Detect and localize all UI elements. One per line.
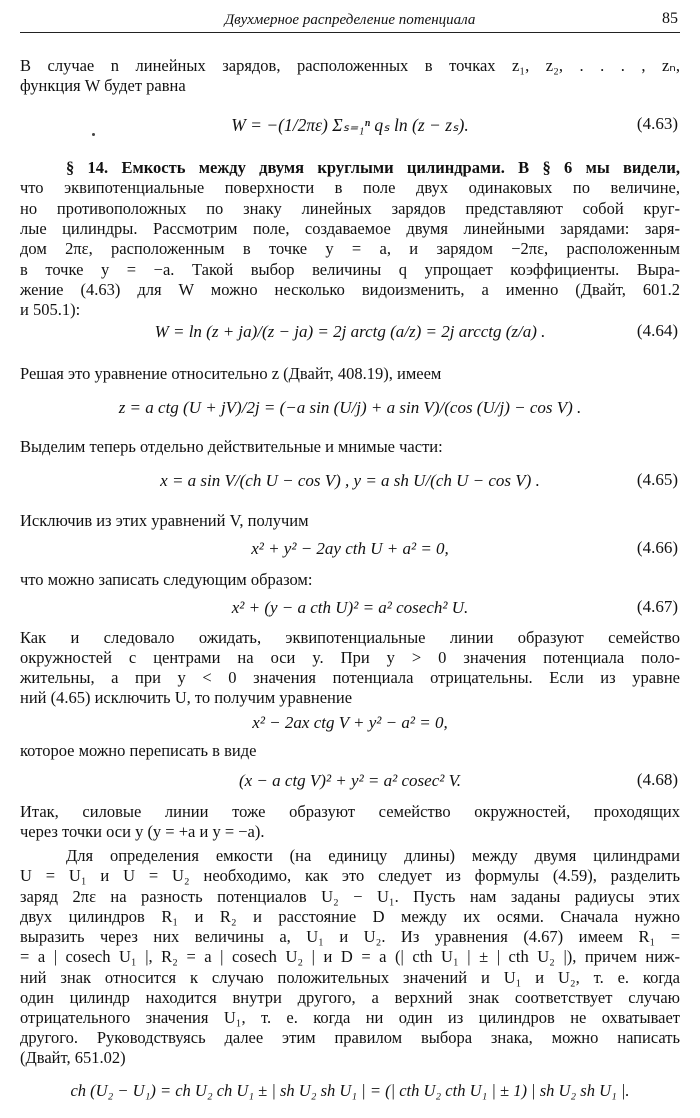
running-title: Двухмерное распределение потенциала: [224, 12, 476, 28]
text-line: жительны, а при y < 0 значения потенциала отрицательны. Если из уравне: [20, 668, 680, 687]
section-heading: § 14. Емкость между двумя круглыми цилиндрами. В § 6 мы видели,: [66, 158, 680, 177]
text-line: (Двайт, 651.02): [20, 1048, 126, 1067]
equation-4-67: x² + (y − a cth U)² = a² cosech² U.: [231, 598, 469, 617]
equation-z: z = a ctg (U + jV)/2j = (−a sin (U/j) + a sin V)/(cos (U/j) − cos V) .: [118, 398, 582, 417]
text-line: но противоположных по знаку линейных зарядов представляют собой круг-: [20, 199, 680, 218]
text-line: Для определения емкости (на единицу длины) между двумя цилиндрами: [66, 846, 680, 865]
equation-number: (4.67): [636, 597, 678, 616]
text-line: дом 2πε, расположенным в точке y = a, и зарядом −2πε, расположенным: [20, 239, 680, 258]
text-line: выразить через них величины a, U₁ и U₂. Из уравнения (4.67) имеем R₁ =: [20, 927, 680, 946]
equation-4-64: W = ln (z + ja)/(z − ja) = 2j arctg (a/z) = 2j arcctg (z/a) .: [154, 322, 546, 341]
equation-4-63: W = −(1/2πε) Σₛ₌₁ⁿ qₛ ln (z − zₛ).: [231, 115, 469, 135]
equation-number: (4.68): [636, 770, 678, 789]
text-line: что эквипотенциальные поверхности в поле двух одинаковых по величине,: [20, 178, 680, 197]
text-line: один цилиндр находится внутри другого, а верхний знак соответствует случаю: [20, 988, 680, 1007]
text-line: другого. Руководствуясь далее этим правилом выбора знака, можно написать: [20, 1028, 680, 1047]
text-line: В случае n линейных зарядов, расположенных в точках z₁, z₂, . . . , zₙ,: [20, 56, 680, 75]
text-line: которое можно переписать в виде: [20, 741, 257, 760]
text-line: функция W будет равна: [20, 76, 186, 95]
text-line: и 505.1):: [20, 300, 81, 319]
text-line: окружностей с центрами на оси y. При y > 0 значения потенциала поло-: [20, 648, 680, 667]
text-line: Решая это уравнение относительно z (Двайт, 408.19), имеем: [20, 364, 442, 383]
text-line: ний знак относится к случаю положительных значений и U₁ и U₂, т. е. когда: [20, 968, 680, 987]
text-line: ний (4.65) исключить U, то получим уравнение: [20, 688, 353, 707]
equation-4-66: x² + y² − 2ay cth U + a² = 0,: [251, 539, 449, 558]
text-line: Как и следовало ожидать, эквипотенциальные линии образуют семейство: [20, 628, 680, 647]
equation-number: (4.63): [636, 114, 678, 133]
text-line: Выделим теперь отдельно действительные и мнимые части:: [20, 437, 443, 456]
equation-unnumbered: x² − 2ax ctg V + y² − a² = 0,: [252, 713, 448, 732]
text-line: жение (4.63) для W можно несколько видоизменить, а именно (Двайт, 601.2: [20, 280, 680, 299]
text-line: = a | cosech U₁ |, R₂ = a | cosech U₂ | и D = a (| cth U₁ | ± | cth U₂ |), причем ниж-: [20, 947, 680, 966]
text-line: заряд 2πε на разность потенциалов U₂ − U₁. Пусть нам заданы радиусы этих: [20, 887, 680, 906]
text-line: что можно записать следующим образом:: [20, 570, 313, 589]
text-line: через точки оси y (y = +a и y = −a).: [20, 822, 265, 841]
equation-number: (4.65): [636, 470, 678, 489]
text-line: лые цилиндры. Рассмотрим поле, создаваемое двумя линейными зарядами: заря-: [20, 219, 680, 238]
running-header: [20, 6, 680, 33]
section-heading-line: [66, 158, 680, 178]
text-line: Итак, силовые линии тоже образуют семейство окружностей, проходящих: [20, 802, 680, 821]
text-line: двух цилиндров R₁ и R₂ и расстояние D между их осями. Сначала нужно: [20, 907, 680, 926]
equation-number: (4.66): [636, 538, 678, 557]
text-line: U = U₁ и U = U₂ необходимо, как это следует из формулы (4.59), разделить: [20, 866, 680, 885]
page-number: 85: [662, 10, 678, 27]
text-line: в точке y = −a. Такой выбор величины q упрощает коэффициенты. Выра-: [20, 260, 680, 279]
equation-final: ch (U₂ − U₁) = ch U₂ ch U₁ ± | sh U₂ sh U₁ | = (| cth U₂ cth U₁ | ± 1) | sh U₂ sh U₁ |.: [70, 1081, 630, 1100]
text-line: Исключив из этих уравнений V, получим: [20, 511, 309, 530]
equation-4-68: (x − a ctg V)² + y² = a² cosec² V.: [238, 771, 462, 790]
equation-number: (4.64): [636, 321, 678, 340]
text-line: отрицательного значения U₁, т. е. когда ни один из цилиндров не охватывает: [20, 1008, 680, 1027]
equation-4-65: x = a sin V/(ch U − cos V) , y = a sh U/(ch U − cos V) .: [160, 471, 540, 490]
